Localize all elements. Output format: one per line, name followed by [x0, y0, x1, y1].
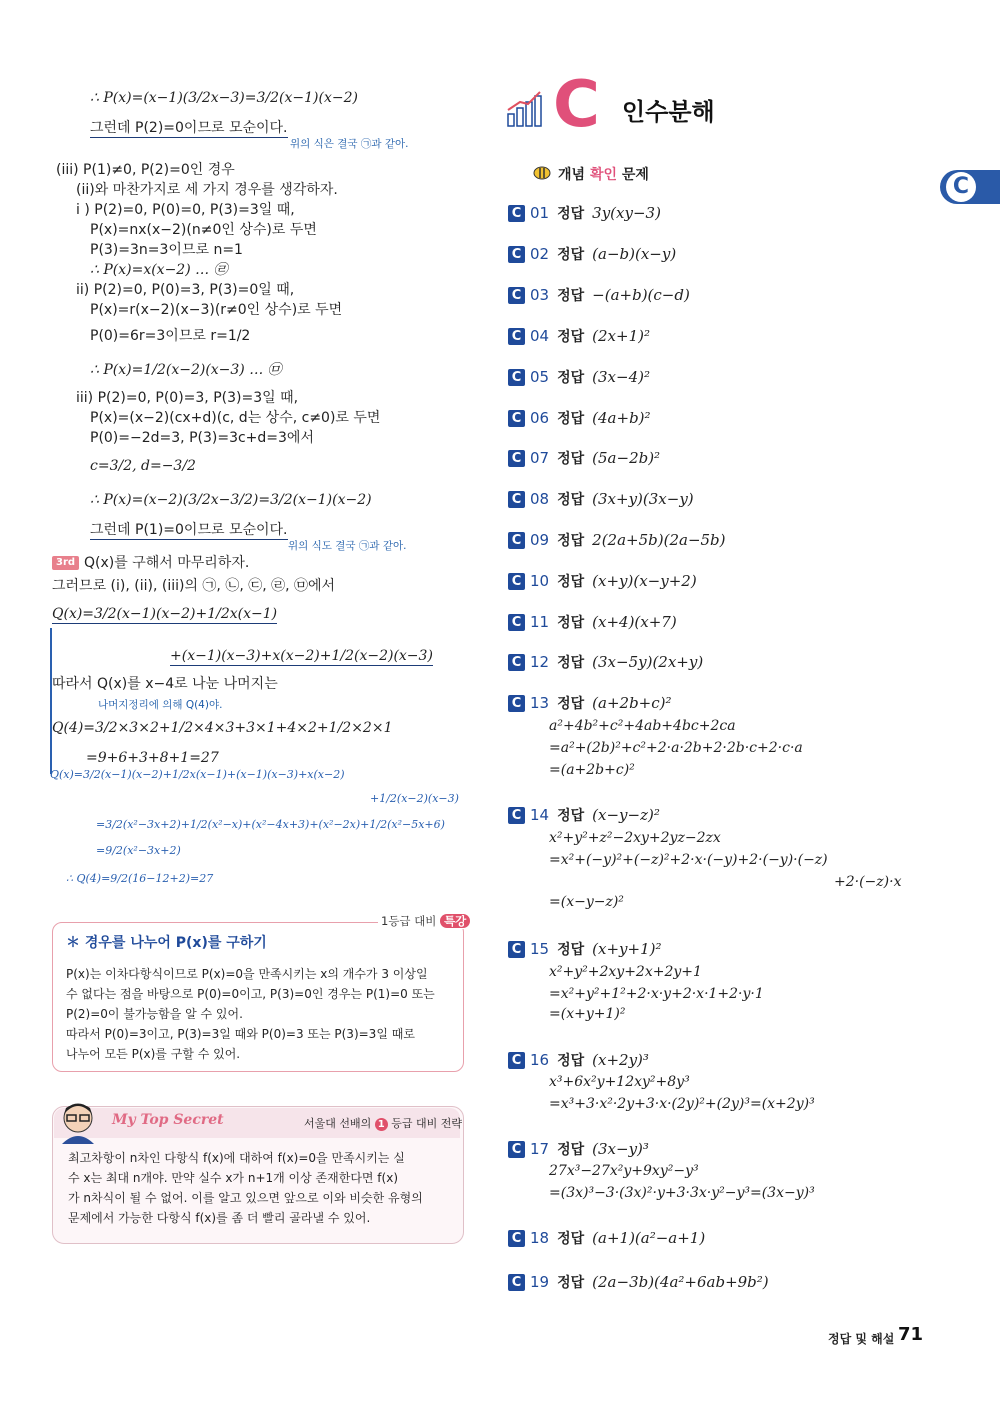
answer-row: C 09 정답 2(2a+5b)(2a−5b) [508, 529, 726, 551]
answer-row: C 06 정답 (4a+b)² [508, 407, 651, 429]
blue-line: Q(x)=3/2(x−1)(x−2)+1/2x(x−1)+(x−1)(x−3)+x(x−2) [50, 768, 345, 781]
secret-title: My Top Secret [112, 1112, 224, 1128]
answer-row: C 19 정답 (2a−3b)(4a²+6ab+9b²) [508, 1271, 769, 1293]
answer-row: C 14 정답 (x−y−z)² [508, 804, 660, 826]
line: 그러므로 (i), (ii), (iii)의 ㉠, ㉡, ㉢, ㉣, ㉤에서 [52, 578, 336, 594]
line: P(3)=3n=3이므로 n=1 [90, 242, 243, 258]
answer-row: C 12 정답 (3x−5y)(2x+y) [508, 651, 703, 673]
chapter-tab-letter: C [946, 172, 976, 202]
note: 위의 식도 결국 ㉠과 같아. [288, 540, 407, 552]
bracket-line [50, 628, 52, 774]
solution-line: =(a+2b+c)² [549, 762, 635, 778]
answer-row: C 15 정답 (x+y+1)² [508, 938, 662, 960]
answer-row: C 10 정답 (x+y)(x−y+2) [508, 570, 697, 592]
line: +(x−1)(x−3)+x(x−2)+1/2(x−2)(x−3) [170, 648, 433, 664]
answer-row: C 04 정답 (2x+1)² [508, 325, 650, 347]
step-text: Q(x)를 구해서 마무리하자. [84, 555, 250, 571]
answer-row: C 05 정답 (3x−4)² [508, 366, 650, 388]
solution-line: =x²+(−y)²+(−z)²+2·x·(−y)+2·(−y)·(−z) [549, 852, 828, 868]
answer-row: C 17 정답 (3x−y)³ [508, 1138, 649, 1160]
answer-row: C 03 정답 −(a+b)(c−d) [508, 284, 690, 306]
page-number: 71 [898, 1324, 924, 1345]
footer-label: 정답 및 해설 [828, 1332, 895, 1346]
solution-line: =(3x)³−3·(3x)²·y+3·3x·y²−y³=(3x−y)³ [549, 1185, 815, 1201]
chart-icon [506, 88, 550, 128]
answer-row: C 08 정답 (3x+y)(3x−y) [508, 488, 694, 510]
line: 따라서 Q(x)를 x−4로 나눈 나머지는 [52, 676, 278, 692]
solution-line: =x²+y²+1²+2·x·y+2·x·1+2·y·1 [549, 986, 764, 1002]
line: (iii) P(1)≠0, P(2)=0인 경우 [56, 162, 235, 178]
line: Q(4)=3/2×3×2+1/2×4×3+3×1+4×2+1/2×2×1 [52, 720, 393, 736]
answer-row: C 16 정답 (x+2y)³ [508, 1049, 649, 1071]
solution-line: =(x−y−z)² [549, 894, 624, 910]
line: ∴ P(x)=x(x−2) … ㉣ [90, 262, 228, 278]
line: P(x)=nx(x−2)(n≠0인 상수)로 두면 [90, 222, 317, 238]
tip-body: P(x)는 이차다항식이므로 P(x)=0을 만족시키는 x의 개수가 3 이상일 수 없다는 점을 바탕으로 P(0)=0이고, P(3)=0인 경우는 P(1)=0 또는 P(2)=0이 불가능함을 알 수 있어. 따라서 P(0)=3이고, P(3)=3일 때와 P(0)=3 또는 P(3)=3일 때로 나누어 모든 P(x)를 구할 수 있어. [66, 967, 435, 1061]
line: P(x)=r(x−2)(x−3)(r≠0인 상수)로 두면 [90, 302, 343, 318]
solution-line: x³+6x²y+12xy²+8y³ [549, 1074, 690, 1090]
step-badge: 3rd [52, 556, 79, 570]
line: (ii)와 마찬가지로 세 가지 경우를 생각하자. [76, 182, 338, 198]
line: P(x)=(x−2)(cx+d)(c, d는 상수, c≠0)로 두면 [90, 410, 381, 426]
answer-row: C 13 정답 (a+2b+c)² [508, 692, 672, 714]
tip-title: ＊ 경우를 나누어 P(x)를 구하기 [66, 935, 267, 951]
secret-body: 최고차항이 n차인 다항식 f(x)에 대하여 f(x)=0을 만족시키는 실 수 x는 최대 n개야. 만약 실수 x가 n+1개 이상 존재한다면 f(x) 가 n차식이 될 수 없어. 이를 알고 있으면 앞으로 이와 비슷한 유형의 문제에서 가능한 다항식 f(x)를 좀 더 빨리 골라낼 수 있어. [68, 1151, 423, 1225]
line: ∴ P(x)=1/2(x−2)(x−3) … ㉤ [90, 362, 282, 378]
answer-row: C 11 정답 (x+4)(x+7) [508, 611, 677, 633]
line: iii) P(2)=0, P(0)=3, P(3)=3일 때, [76, 390, 299, 406]
secret-sub: 서울대 선배의 1 등급 대비 전략 [304, 1117, 463, 1130]
solution-line: =x³+3·x²·2y+3·x·(2y)²+(2y)³=(x+2y)³ [549, 1096, 815, 1112]
solution-line: 27x³−27x²y+9xy²−y³ [549, 1163, 699, 1179]
line: ∴ P(x)=(x−1)(3/2x−3)=3/2(x−1)(x−2) [90, 90, 358, 106]
solution-line: x²+y²+2xy+2x+2y+1 [549, 964, 702, 980]
solution-line: x²+y²+z²−2xy+2yz−2zx [549, 830, 721, 846]
line: ∴ P(x)=(x−2)(3/2x−3/2)=3/2(x−1)(x−2) [90, 492, 372, 508]
section-title: 인수분해 [622, 98, 715, 126]
note: 위의 식은 결국 ㉠과 같아. [290, 138, 409, 150]
tip-tag: 1등급 대비 특강 [378, 913, 473, 929]
line: ii) P(2)=0, P(0)=3, P(3)=0일 때, [76, 282, 295, 298]
solution-line: +2·(−z)·x [834, 874, 902, 890]
blue-line: +1/2(x−2)(x−3) [370, 792, 459, 805]
solution-line: =a²+(2b)²+c²+2·a·2b+2·2b·c+2·c·a [549, 740, 803, 756]
blue-line: ∴ Q(4)=9/2(16−12+2)=27 [66, 872, 214, 885]
line: 그런데 P(2)=0이므로 모순이다. [90, 120, 288, 136]
solution-line: a²+4b²+c²+4ab+4bc+2ca [549, 718, 736, 734]
blue-line: =3/2(x²−3x+2)+1/2(x²−x)+(x²−4x+3)+(x²−2x)+1/2(x²−5x+6) [96, 818, 445, 831]
note: 나머지정리에 의해 Q(4)야. [98, 699, 223, 711]
bee-icon [532, 162, 552, 182]
answer-row: C 01 정답 3y(xy−3) [508, 202, 661, 224]
section-letter: C [553, 68, 600, 142]
line: i ) P(2)=0, P(0)=0, P(3)=3일 때, [76, 202, 295, 218]
line: =9+6+3+8+1=27 [86, 750, 219, 766]
line: 그런데 P(1)=0이므로 모순이다. [90, 522, 288, 538]
solution-line: =(x+y+1)² [549, 1006, 626, 1022]
blue-line: =9/2(x²−3x+2) [96, 844, 181, 857]
avatar [56, 1098, 100, 1144]
answer-row: C 18 정답 (a+1)(a²−a+1) [508, 1227, 705, 1249]
tip-badge: 특강 [440, 914, 470, 928]
subsection-title: 개념 확인 문제 [558, 167, 649, 183]
answer-row: C 07 정답 (5a−2b)² [508, 447, 660, 469]
line: P(0)=6r=3이므로 r=1/2 [90, 328, 251, 344]
line: Q(x)=3/2(x−1)(x−2)+1/2x(x−1) [52, 606, 278, 622]
line: P(0)=−2d=3, P(3)=3c+d=3에서 [90, 430, 314, 446]
answer-row: C 02 정답 (a−b)(x−y) [508, 243, 676, 265]
line: c=3/2, d=−3/2 [90, 458, 196, 474]
